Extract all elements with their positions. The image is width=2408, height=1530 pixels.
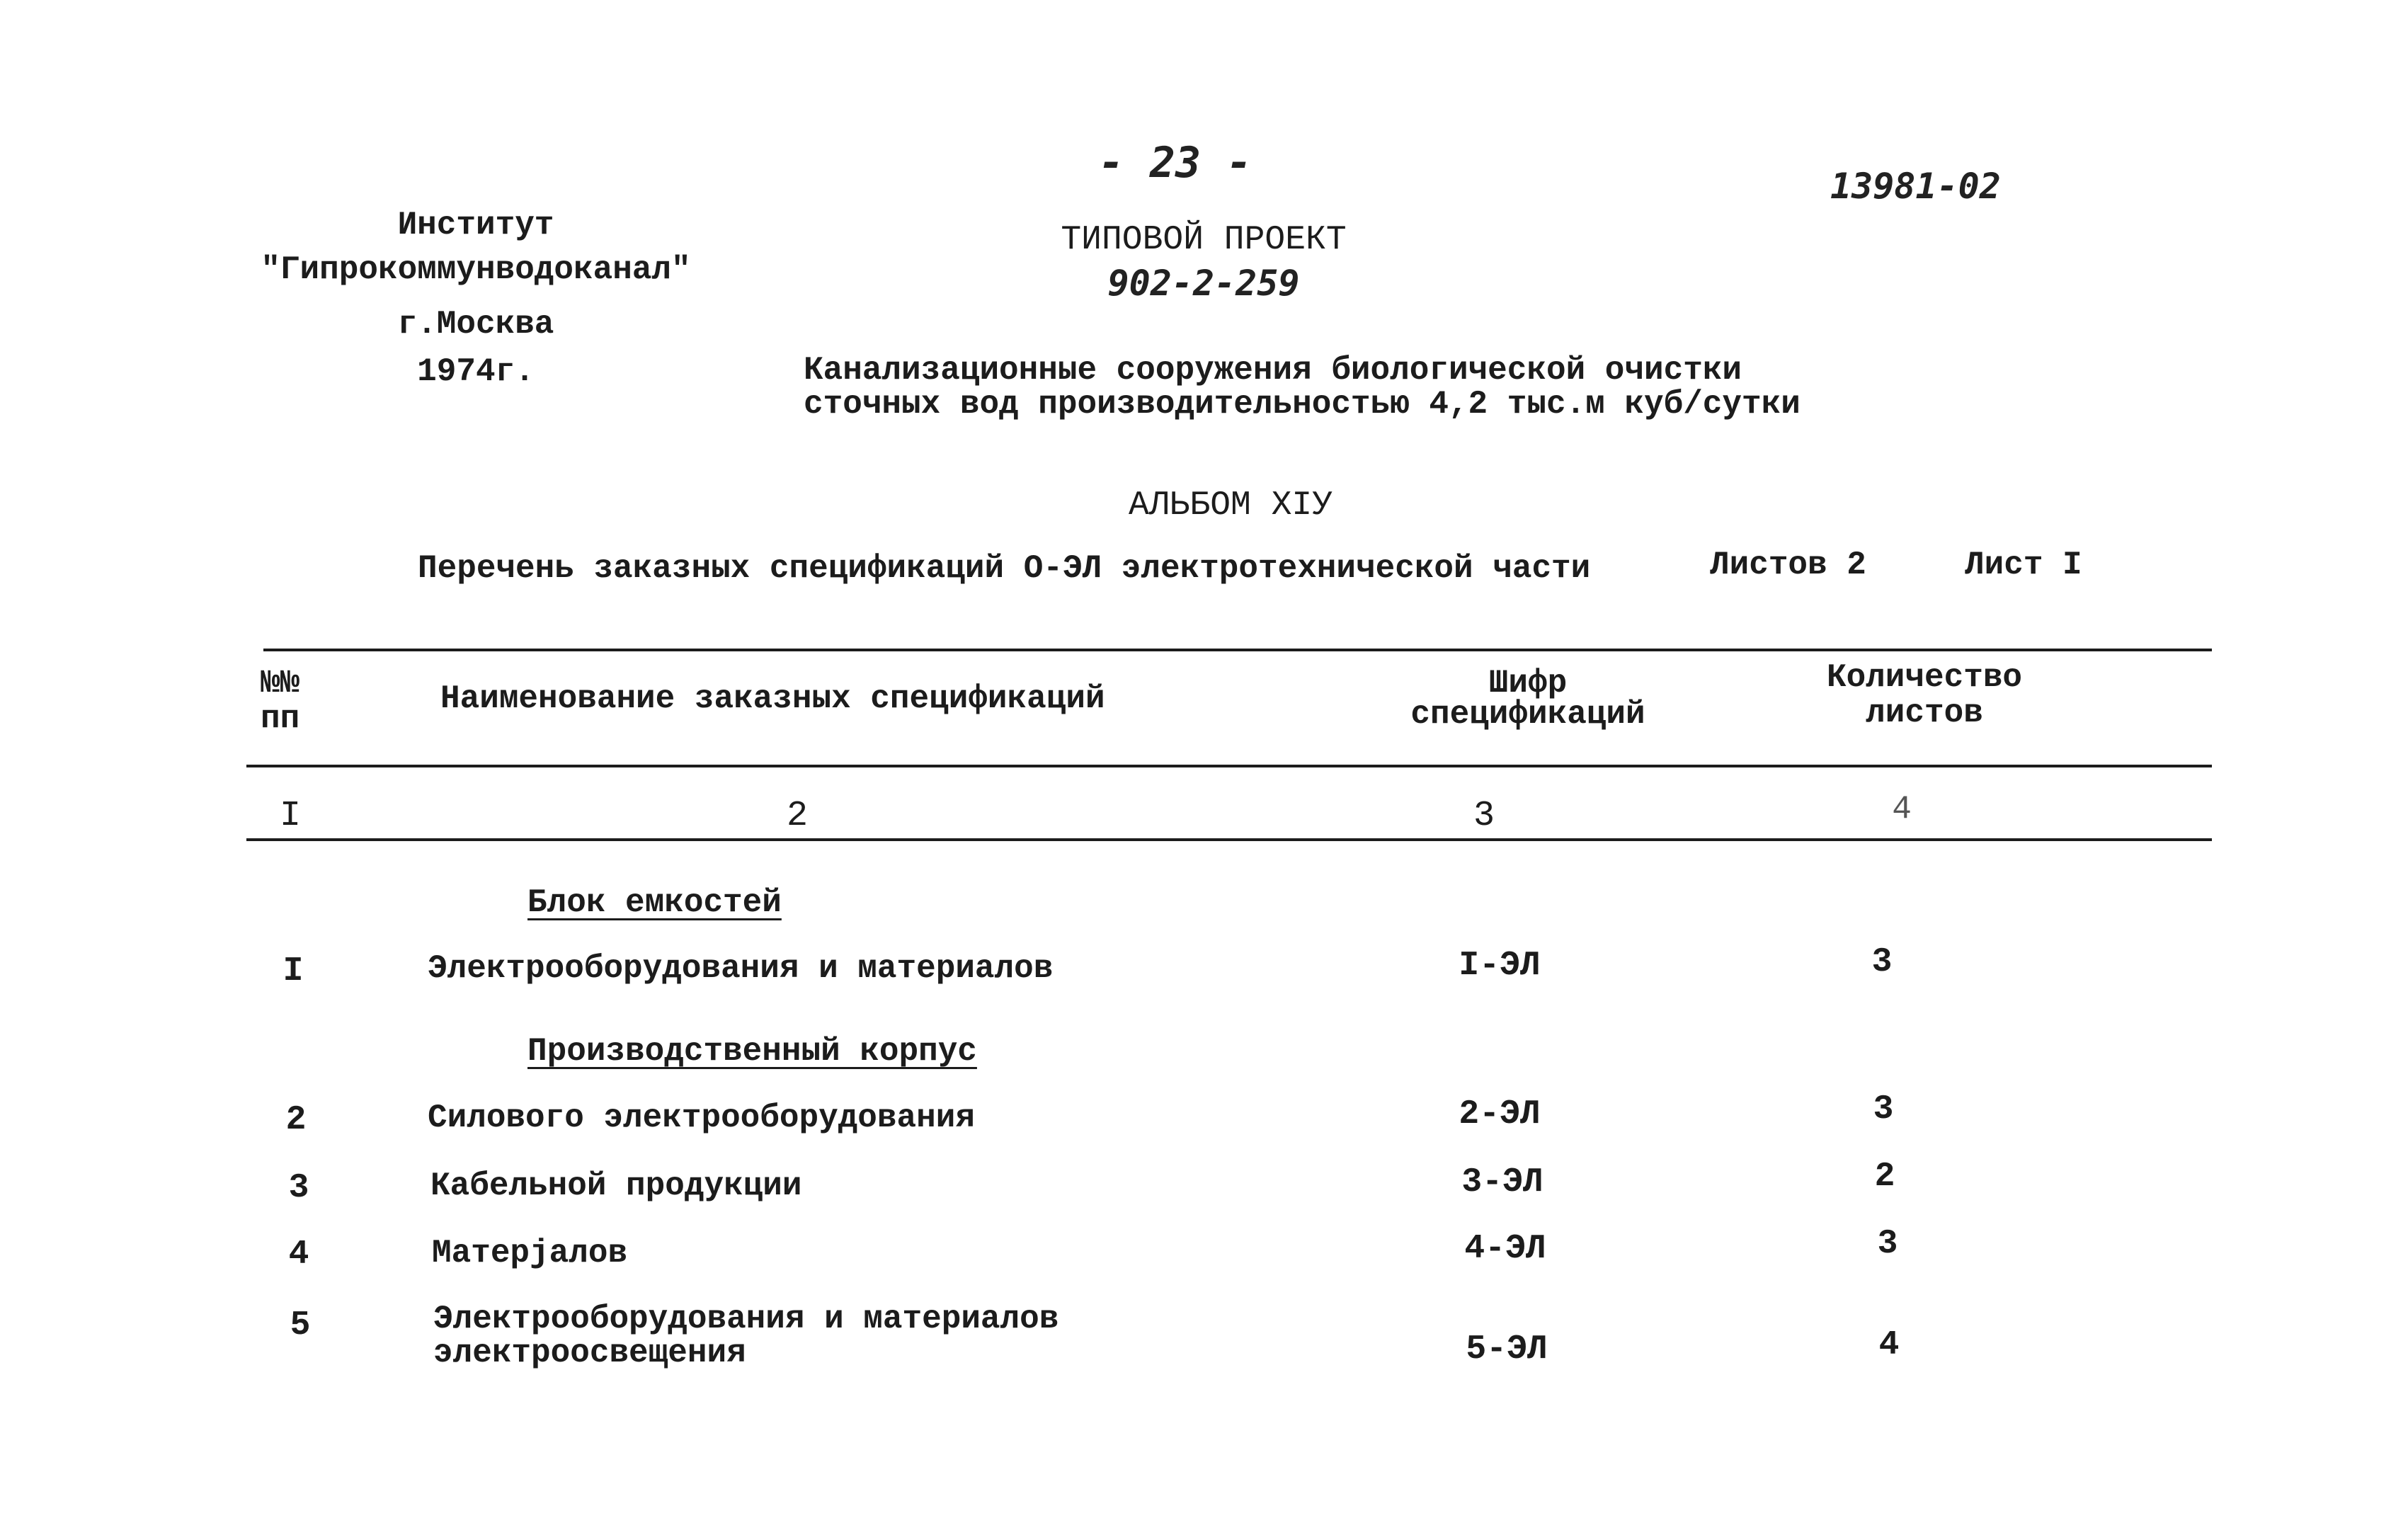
album-title: АЛЬБОМ XIУ (1128, 486, 1333, 525)
list-title: Перечень заказных спецификаций О-ЭЛ электротехнической части (418, 550, 1591, 587)
col-number-1: I (279, 796, 302, 836)
project-label: ТИПОВОЙ ПРОЕКТ (1061, 221, 1347, 259)
row-qty: 3 (1877, 1225, 1898, 1263)
header-code-line2: спецификаций (1410, 696, 1645, 733)
row-name: Электрооборудования и материалов (428, 950, 1054, 987)
album-code: 13981-02 (1830, 166, 2001, 207)
row-num: 5 (290, 1306, 311, 1345)
table-top-rule (263, 649, 2212, 651)
sheet-current: Лист I (1965, 547, 2082, 583)
row-code: I-ЭЛ (1459, 947, 1541, 985)
row-name: Кабельной продукции (430, 1168, 802, 1204)
row-qty: 2 (1874, 1158, 1895, 1196)
col-number-2: 2 (786, 796, 809, 836)
row-name: Матерjалов (432, 1235, 628, 1272)
row-name-line2: электроосвещения (433, 1335, 746, 1371)
row-num: I (283, 952, 304, 990)
col-number-4: 4 (1892, 791, 1912, 828)
header-num-line1: №№ (261, 665, 300, 702)
row-code: 4-ЭЛ (1464, 1230, 1546, 1268)
row-num: 3 (288, 1169, 309, 1207)
institute-name: "Гипрокоммунводоканал" (261, 251, 691, 288)
header-qty-line1: Количество (1826, 659, 2023, 696)
project-description-line1: Канализационные сооружения биологической очистки (804, 352, 1742, 389)
row-code: 2-ЭЛ (1459, 1095, 1541, 1134)
row-name: Силового электрооборудования (428, 1100, 975, 1136)
row-name: Электрооборудования и материалов (433, 1301, 1059, 1337)
row-num: 2 (285, 1101, 307, 1139)
colnum-bottom-rule (246, 838, 2212, 841)
header-name: Наименование заказных спецификаций (440, 680, 1105, 717)
institute-year: 1974г. (417, 353, 535, 390)
page-number: - 23 - (1098, 138, 1252, 188)
row-qty: 4 (1878, 1326, 1900, 1364)
header-num-line2: пп (261, 700, 300, 737)
row-qty: 3 (1871, 943, 1893, 981)
row-num: 4 (288, 1235, 309, 1274)
header-bottom-rule (246, 765, 2212, 767)
institute-city: г.Москва (397, 306, 554, 343)
project-description-line2: сточных вод производительностью 4,2 тыс.м куб/сутки (804, 386, 1801, 423)
header-qty-line2: листов (1866, 695, 1983, 731)
section-title: Блок емкостей (527, 884, 782, 921)
section-title: Производственный корпус (527, 1033, 977, 1070)
project-number: 902-2-259 (1107, 263, 1300, 304)
header-code-line1: Шифр (1488, 665, 1568, 702)
sheets-total: Листов 2 (1710, 547, 1866, 583)
row-code: 5-ЭЛ (1466, 1330, 1548, 1369)
row-qty: 3 (1873, 1090, 1894, 1129)
row-code: 3-ЭЛ (1461, 1163, 1543, 1201)
col-number-3: 3 (1473, 796, 1495, 836)
institute-label: Институт (397, 207, 554, 244)
